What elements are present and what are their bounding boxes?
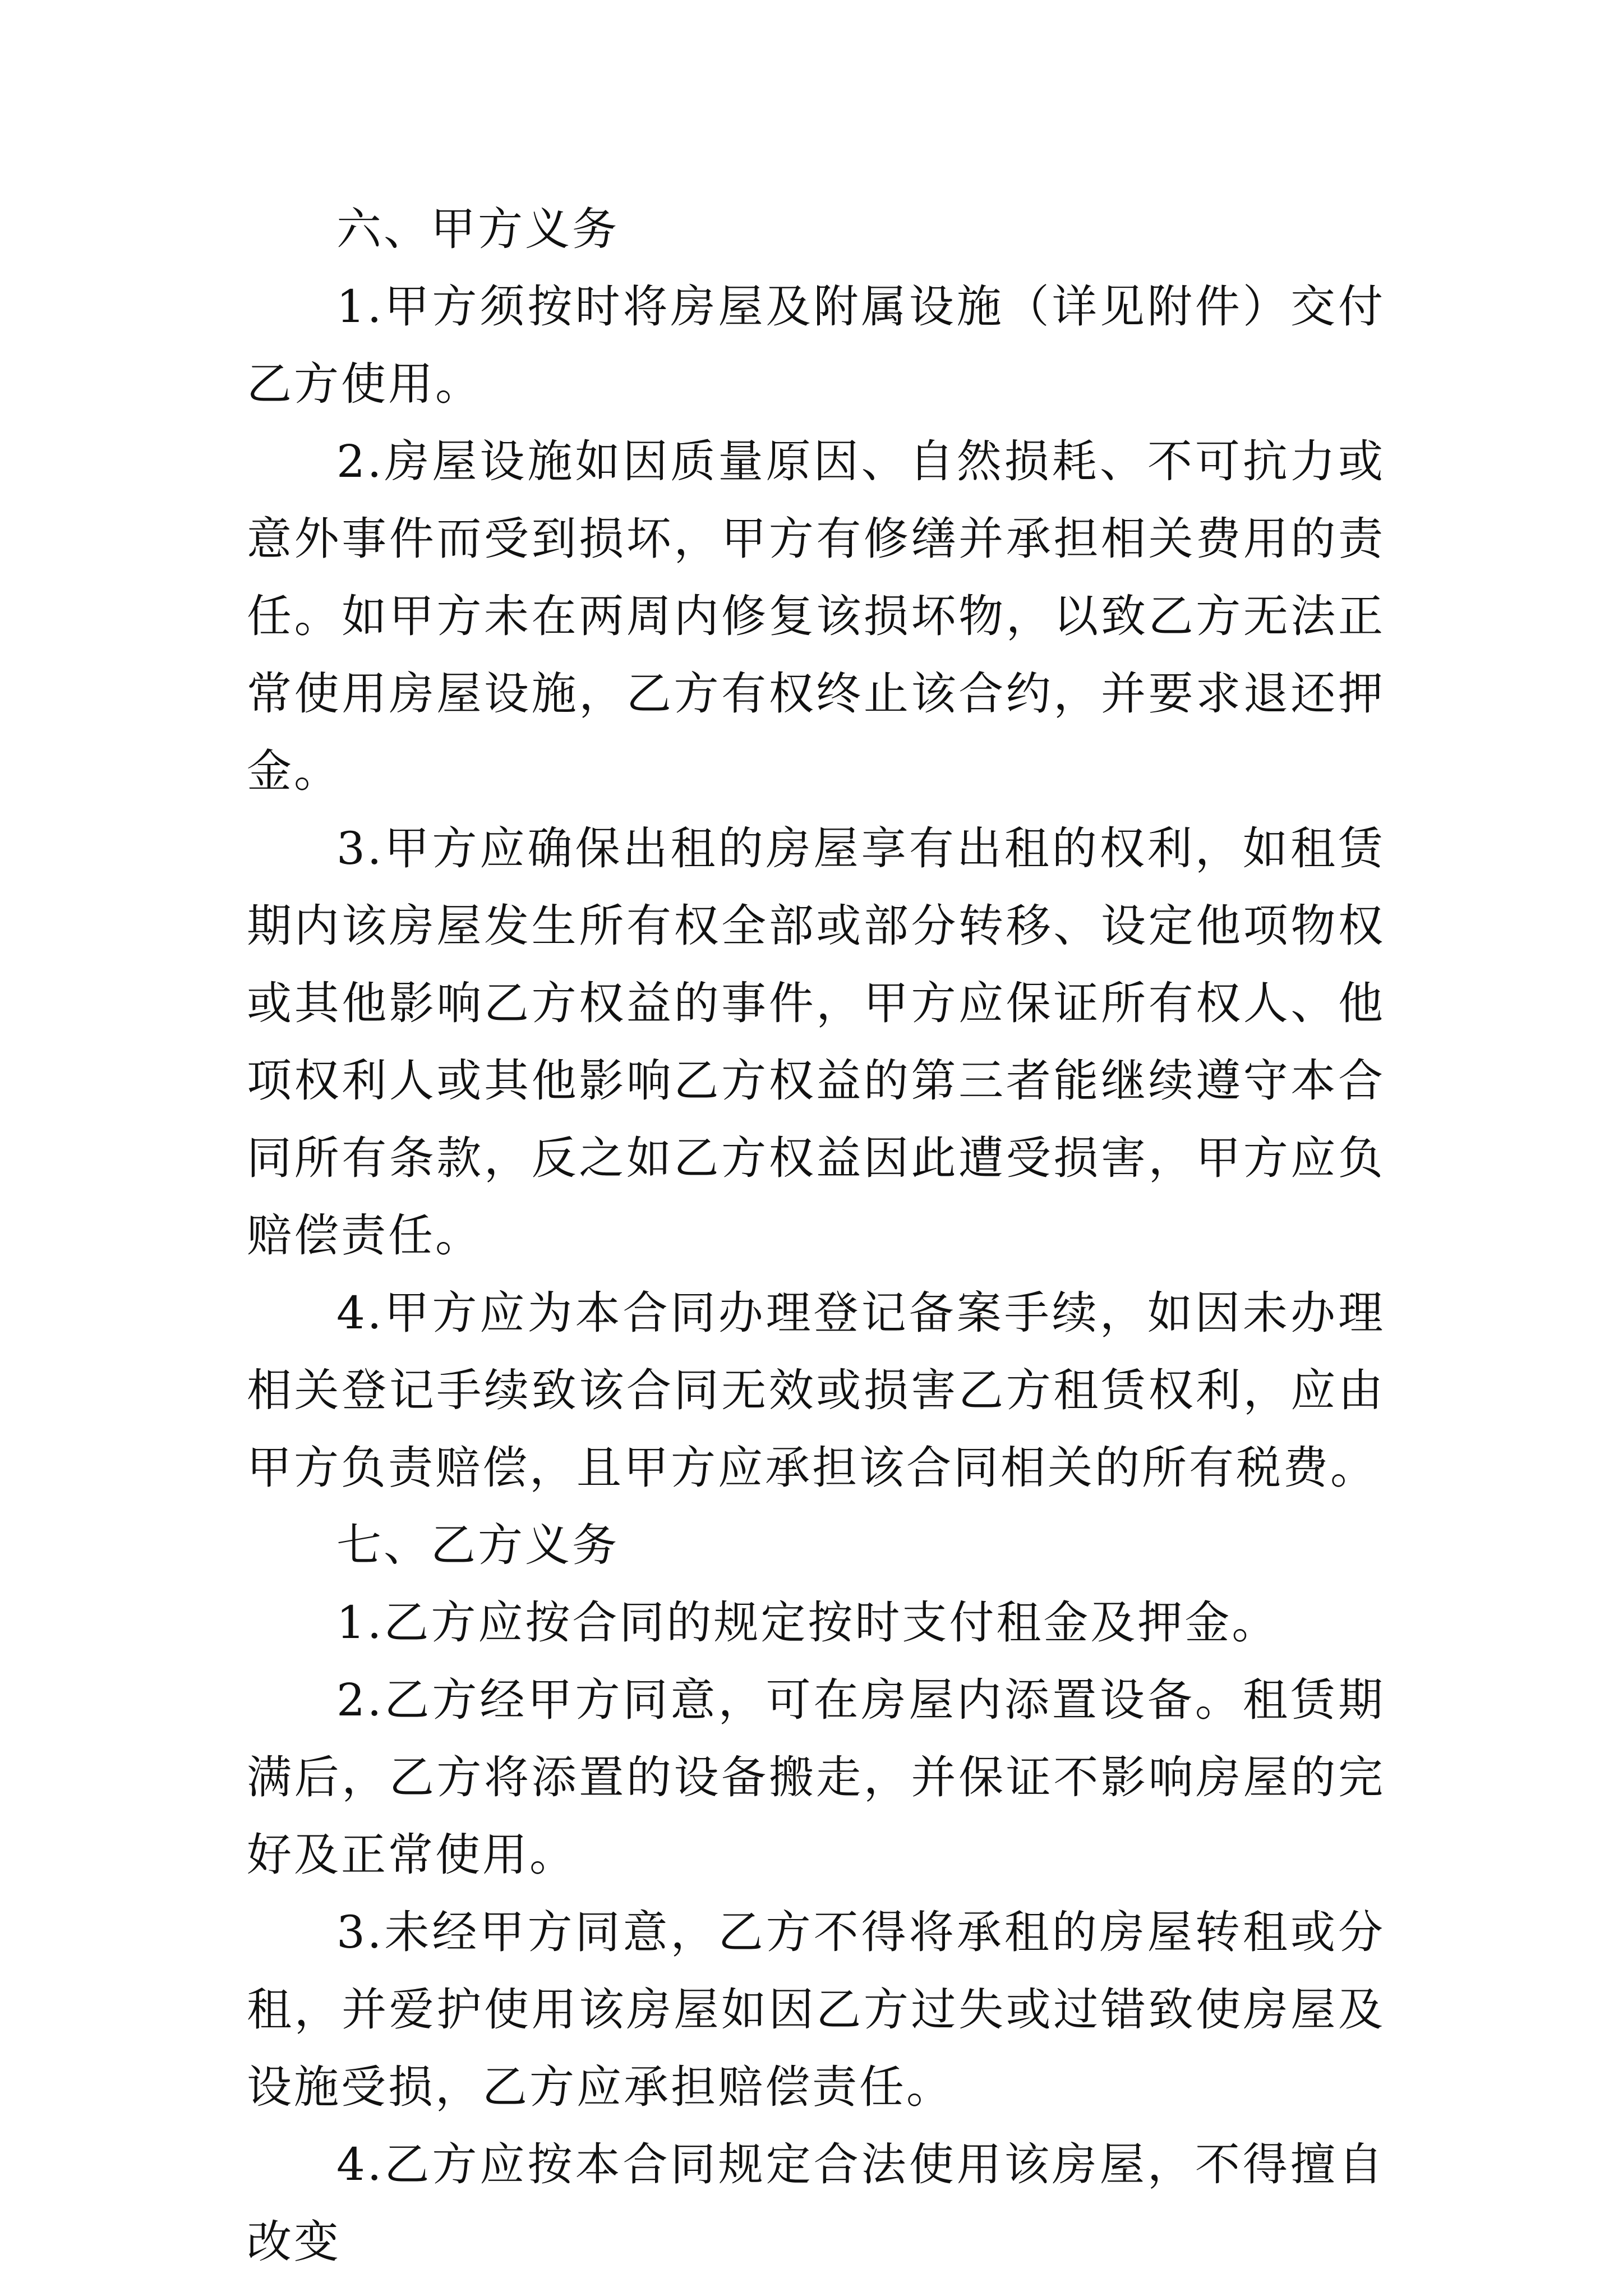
clause-6-2: 2.房屋设施如因质量原因、自然损耗、不可抗力或意外事件而受到损坏，甲方有修缮并承担相关费用的责任。如甲方未在两周内修复该损坏物，以致乙方无法正常使用房屋设施，乙方有权终止该合约，并要求退还押金。 [247,435,1385,797]
clause-7-3: 3.未经甲方同意，乙方不得将承租的房屋转租或分租，并爱护使用该房屋如因乙方过失或过错致使房屋及设施受损，乙方应承担赔偿责任。 [247,1906,1385,2113]
clause-7-4: 4.乙方应按本合同规定合法使用该房屋，不得擅自改变 [247,2138,1385,2268]
clause-6-3: 3.甲方应确保出租的房屋享有出租的权利，如租赁期内该房屋发生所有权全部或部分转移、设定他项物权或其他影响乙方权益的事件，甲方应保证所有权人、他项权利人或其他影响乙方权益的第三者能继续遵守本合同所有条款，反之如乙方权益因此遭受损害，甲方应负赔偿责任。 [247,822,1385,1262]
clause-7-1: 1.乙方应按合同的规定按时支付租金及押金。 [336,1596,1279,1649]
clause-7-2: 2.乙方经甲方同意，可在房屋内添置设备。租赁期满后，乙方将添置的设备搬走，并保证不影响房屋的完好及正常使用。 [247,1674,1385,1881]
section-heading-party-b-obligations: 七、乙方义务 [336,1519,619,1571]
document-body [247,191,1385,2281]
clause-6-1: 1.甲方须按时将房屋及附属设施（详见附件）交付乙方使用。 [247,280,1385,410]
section-heading-party-a-obligations: 六、甲方义务 [336,203,619,255]
clause-6-4: 4.甲方应为本合同办理登记备案手续，如因未办理相关登记手续致该合同无效或损害乙方租赁权利，应由甲方负责赔偿，且甲方应承担该合同相关的所有税费。 [247,1287,1385,1494]
